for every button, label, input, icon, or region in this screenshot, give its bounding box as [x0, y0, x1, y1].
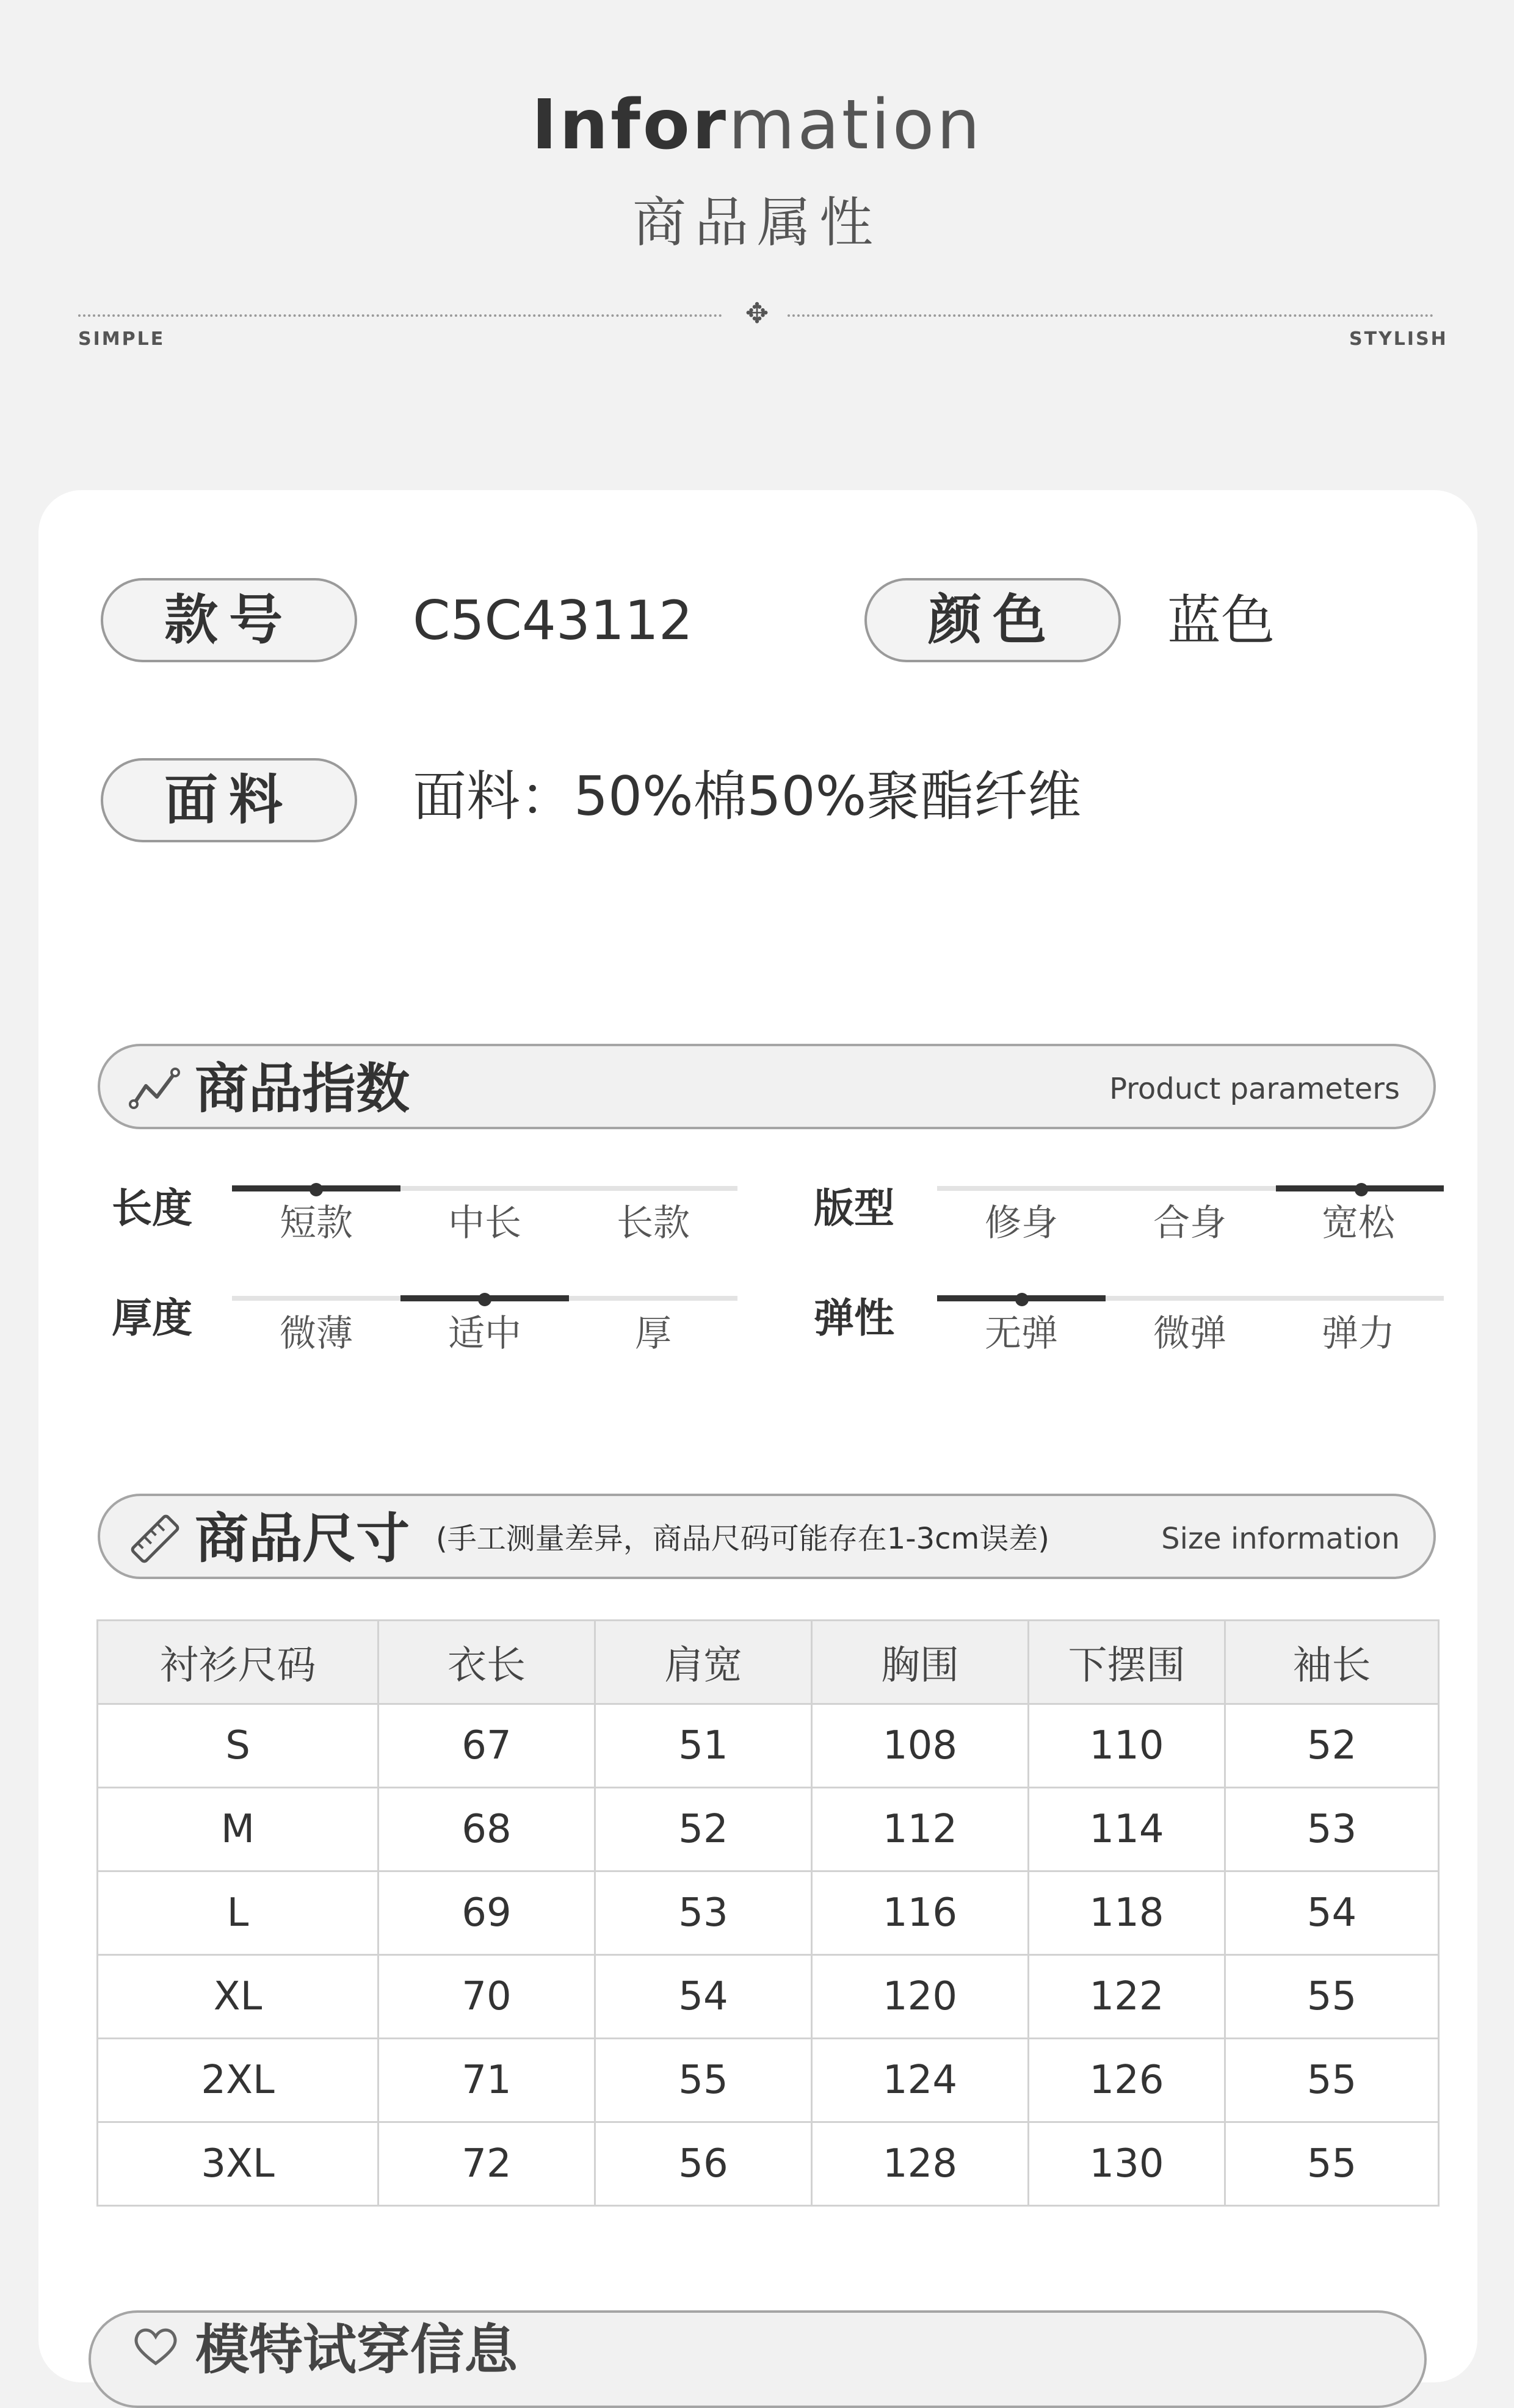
length-option: 短款: [280, 1202, 353, 1245]
fabric-value: 面料：50%棉50%聚酯纤维: [413, 765, 1082, 828]
style-no-value: C5C43112: [413, 589, 693, 652]
column-header: 胸围: [812, 1621, 1029, 1704]
elasticity-option: 无弹: [985, 1312, 1058, 1355]
table-row: [98, 1871, 1439, 1955]
table-cell: 55: [1225, 2122, 1439, 2206]
move-cross-icon: ✥: [745, 297, 769, 330]
table-cell: 68: [378, 1788, 595, 1871]
table-cell: 116: [812, 1871, 1029, 1955]
ruler-icon: [128, 1511, 183, 1566]
thickness-option: 厚: [635, 1312, 672, 1355]
table-cell: 53: [595, 1871, 812, 1955]
column-header: 衣长: [378, 1621, 595, 1704]
thickness-marker: [478, 1293, 491, 1306]
thickness-option: 微薄: [280, 1312, 353, 1355]
column-header: 下摆围: [1029, 1621, 1225, 1704]
color-label: 颜色: [864, 578, 1121, 662]
table-cell: 122: [1029, 1955, 1225, 2039]
size-cell: 3XL: [98, 2122, 378, 2206]
table-cell: 71: [378, 2039, 595, 2122]
fit-marker: [1355, 1183, 1368, 1196]
stylish-tag: STYLISH: [1349, 328, 1448, 350]
trend-line-icon: [128, 1061, 183, 1116]
fit-label: 版型: [814, 1185, 894, 1232]
table-row: [98, 2122, 1439, 2206]
length-option: 长款: [617, 1202, 690, 1245]
info-heading-bold: Infor: [531, 85, 729, 165]
table-cell: 124: [812, 2039, 1029, 2122]
size-measure-note: (手工测量差异，商品尺码可能存在1-3cm误差): [436, 1522, 1050, 1556]
size-section-subtitle: Size information: [1161, 1522, 1400, 1556]
length-label: 长度: [112, 1185, 192, 1232]
table-cell: 52: [1225, 1704, 1439, 1788]
elasticity-option: 弹力: [1322, 1312, 1395, 1355]
table-cell: 55: [1225, 1955, 1439, 2039]
column-header: 肩宽: [595, 1621, 812, 1704]
index-section-subtitle: Product parameters: [1109, 1072, 1400, 1106]
table-cell: 55: [1225, 2039, 1439, 2122]
size-table: [96, 1619, 1440, 2207]
table-cell: 112: [812, 1788, 1029, 1871]
size-cell: M: [98, 1788, 378, 1871]
page-title-cn: 商品属性: [632, 191, 882, 254]
size-cell: L: [98, 1871, 378, 1955]
table-cell: 69: [378, 1871, 595, 1955]
info-heading: [0, 79, 1514, 171]
fit-option: 修身: [985, 1202, 1058, 1245]
table-cell: 130: [1029, 2122, 1225, 2206]
table-cell: 54: [1225, 1871, 1439, 1955]
simple-tag: SIMPLE: [78, 328, 165, 350]
table-cell: 118: [1029, 1871, 1225, 1955]
info-heading-light: mation: [728, 85, 983, 165]
index-section-title: 商品指数: [195, 1057, 410, 1120]
table-cell: 67: [378, 1704, 595, 1788]
table-cell: 120: [812, 1955, 1029, 2039]
column-header: 袖长: [1225, 1621, 1439, 1704]
table-row: [98, 2039, 1439, 2122]
table-cell: 110: [1029, 1704, 1225, 1788]
table-row: [98, 1788, 1439, 1871]
column-header: 衬衫尺码: [98, 1621, 378, 1704]
divider-left: [78, 314, 722, 317]
color-value: 蓝色: [1167, 589, 1275, 652]
thickness-option: 适中: [448, 1312, 521, 1355]
length-marker: [310, 1183, 323, 1196]
divider-right: [788, 314, 1433, 317]
size-table-header: [98, 1621, 1439, 1704]
fabric-label: 面料: [101, 758, 357, 842]
table-cell: 55: [595, 2039, 812, 2122]
thickness-label: 厚度: [112, 1295, 192, 1342]
size-section-bar: [98, 1494, 1436, 1579]
length-option: 中长: [448, 1202, 521, 1245]
size-section-title: 商品尺寸: [195, 1507, 410, 1570]
fit-option: 合身: [1153, 1202, 1226, 1245]
elasticity-option: 微弹: [1153, 1312, 1226, 1355]
size-cell: S: [98, 1704, 378, 1788]
table-cell: 56: [595, 2122, 812, 2206]
fit-option: 宽松: [1322, 1202, 1395, 1245]
heart-icon: [131, 2326, 180, 2368]
table-cell: 108: [812, 1704, 1029, 1788]
elasticity-marker: [1015, 1293, 1029, 1306]
index-section-bar: [98, 1044, 1436, 1129]
table-cell: 72: [378, 2122, 595, 2206]
table-cell: 53: [1225, 1788, 1439, 1871]
size-cell: 2XL: [98, 2039, 378, 2122]
table-cell: 126: [1029, 2039, 1225, 2122]
elasticity-label: 弹性: [814, 1295, 894, 1342]
table-cell: 54: [595, 1955, 812, 2039]
style-no-label: 款号: [101, 578, 357, 662]
table-cell: 70: [378, 1955, 595, 2039]
table-row: [98, 1955, 1439, 2039]
size-cell: XL: [98, 1955, 378, 2039]
table-cell: 52: [595, 1788, 812, 1871]
table-cell: 51: [595, 1704, 812, 1788]
model-info-title: 模特试穿信息: [195, 2318, 518, 2381]
table-cell: 114: [1029, 1788, 1225, 1871]
table-cell: 128: [812, 2122, 1029, 2206]
table-row: [98, 1704, 1439, 1788]
